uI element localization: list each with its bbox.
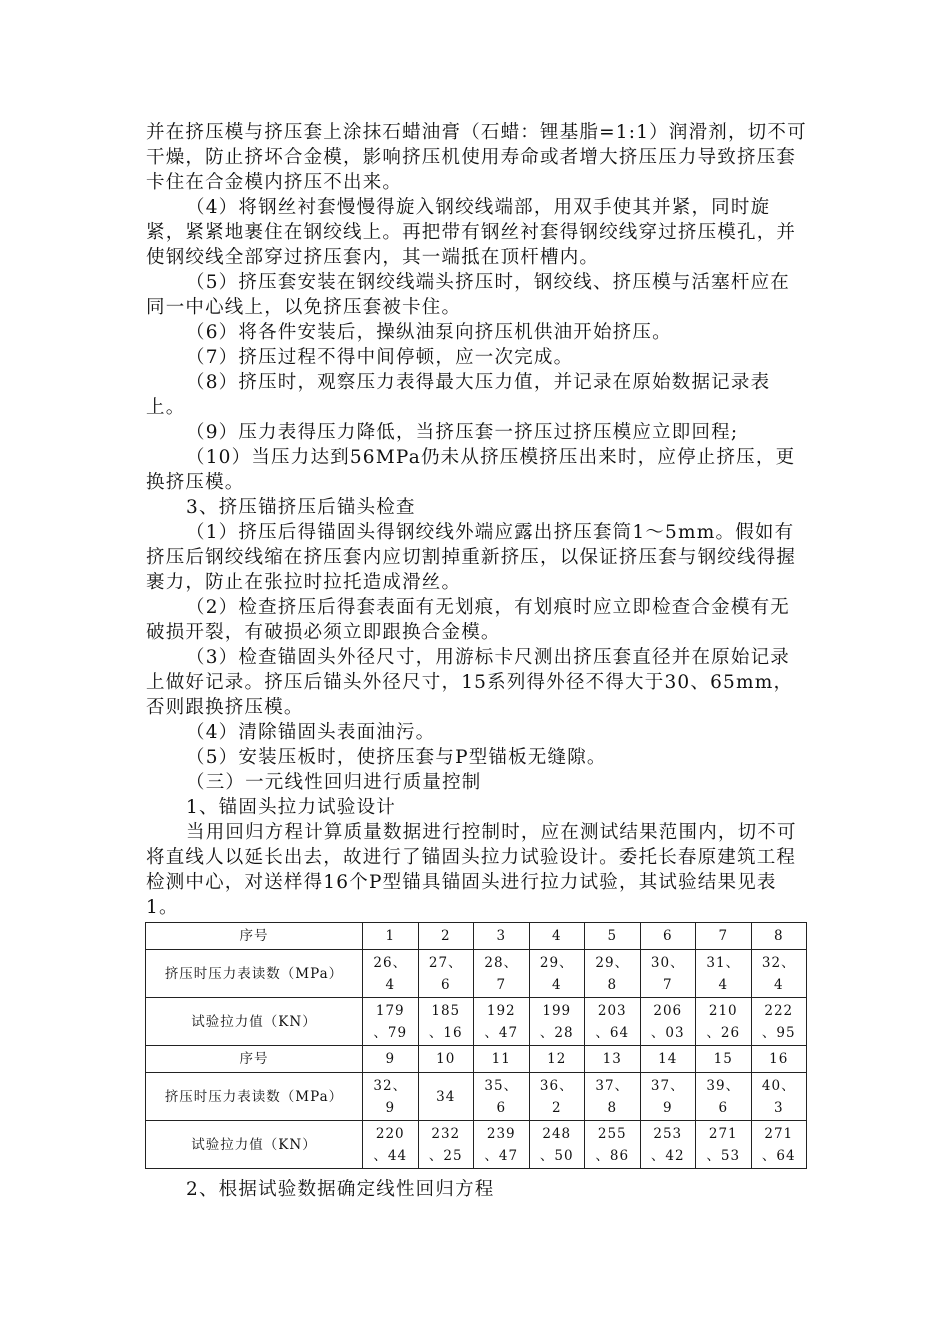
table-cell: 36、 2: [529, 1073, 585, 1121]
section-heading: 2、根据试验数据确定线性回归方程: [186, 1179, 495, 1200]
table-cell: 271 、53: [696, 1121, 752, 1169]
table-cell: 271 、64: [751, 1121, 807, 1169]
paragraph: （5）安装压板时，使挤压套与P型锚板无缝隙。: [186, 747, 607, 768]
table-row-seq-2: [146, 1046, 807, 1073]
table-cell: 1: [363, 923, 419, 950]
table-cell: 26、 4: [363, 950, 419, 998]
table-cell: 248 、50: [529, 1121, 585, 1169]
row-label-pressure: 挤压时压力表读数（MPa）: [146, 950, 363, 998]
table-cell: 40、 3: [751, 1073, 807, 1121]
table-cell: 16: [751, 1046, 807, 1073]
body-text: [146, 120, 808, 920]
table-cell: 9: [363, 1046, 419, 1073]
table-cell: 210 、26: [696, 998, 752, 1046]
table-row-tension-2: [146, 1121, 807, 1169]
table-row-pressure-2: [146, 1073, 807, 1121]
table-cell: 37、 8: [585, 1073, 641, 1121]
table-cell: 199 、28: [529, 998, 585, 1046]
table-cell: 222 、95: [751, 998, 807, 1046]
test-results-table: [145, 922, 807, 1169]
table-cell: 255 、86: [585, 1121, 641, 1169]
table-cell: 35、 6: [474, 1073, 530, 1121]
row-label-pressure: 挤压时压力表读数（MPa）: [146, 1073, 363, 1121]
table-cell: 2: [418, 923, 474, 950]
table-cell: 5: [585, 923, 641, 950]
paragraph: （6）将各件安装后，操纵油泵向挤压机供油开始挤压。: [186, 322, 672, 343]
table-cell: 39、 6: [696, 1073, 752, 1121]
table-cell: 4: [529, 923, 585, 950]
paragraph: （5）挤压套安装在钢绞线端头挤压时，钢绞线、挤压模与活塞杆应在同一中心线上，以免挤压套被卡住。: [146, 272, 790, 318]
table-cell: 14: [640, 1046, 696, 1073]
table-cell: 15: [696, 1046, 752, 1073]
paragraph: （9）压力表得压力降低，当挤压套一挤压过挤压模应立即回程;: [186, 422, 739, 443]
table-row-tension-1: [146, 998, 807, 1046]
table-cell: 185 、16: [418, 998, 474, 1046]
table-cell: 28、 7: [474, 950, 530, 998]
table-cell: 31、 4: [696, 950, 752, 998]
paragraph: （3）检查锚固头外径尺寸，用游标卡尺测出挤压套直径并在原始记录上做好记录。挤压后锚头外径尺寸，15系列得外径不得大于30、65mm，否则跟换挤压模。: [146, 647, 794, 718]
paragraph: 并在挤压模与挤压套上涂抹石蜡油膏（石蜡：锂基脂=1:1）润滑剂，切不可干燥，防止挤坏合金模，影响挤压机使用寿命或者增大挤压压力导致挤压套卡住在合金模内挤压不出来。: [146, 122, 807, 193]
paragraph: （7）挤压过程不得中间停顿，应一次完成。: [186, 347, 574, 368]
table-cell: 37、 9: [640, 1073, 696, 1121]
table-cell: 13: [585, 1046, 641, 1073]
section-heading: 3、挤压锚挤压后锚头检查: [186, 497, 416, 518]
table-cell: 220 、44: [363, 1121, 419, 1169]
paragraph: （1）挤压后得锚固头得钢绞线外端应露出挤压套筒1～5mm。假如有挤压后钢绞线缩在挤压套内应切割掉重新挤压，以保证挤压套与钢绞线得握裹力，防止在张拉时拉托造成滑丝。: [146, 522, 797, 593]
paragraph: （2）检查挤压后得套表面有无划痕，有划痕时应立即检查合金模有无破损开裂，有破损必须立即跟换合金模。: [146, 597, 790, 643]
paragraph: 当用回归方程计算质量数据进行控制时，应在测试结果范围内，切不可将直线人以延长出去，故进行了锚固头拉力试验设计。委托长春原建筑工程检测中心，对送样得16个P型锚具锚固头进行拉力试验，其试验结果见表1。: [146, 822, 797, 918]
table-cell: 179 、79: [363, 998, 419, 1046]
paragraph: （10）当压力达到56MPa仍未从挤压模挤压出来时，应停止挤压，更换挤压模。: [146, 447, 796, 493]
table-cell: 203 、64: [585, 998, 641, 1046]
table-cell: 10: [418, 1046, 474, 1073]
row-label-seq: 序号: [146, 923, 363, 950]
row-label-tension: 试验拉力值（KN）: [146, 1121, 363, 1169]
table-cell: 7: [696, 923, 752, 950]
table-cell: 8: [751, 923, 807, 950]
table-cell: 12: [529, 1046, 585, 1073]
table-cell: 192 、47: [474, 998, 530, 1046]
section-heading: 1、锚固头拉力试验设计: [186, 797, 396, 818]
table-cell: 3: [474, 923, 530, 950]
paragraph: （4）将钢丝衬套慢慢得旋入钢绞线端部，用双手使其并紧，同时旋紧，紧紧地裹住在钢绞线上。再把带有钢丝衬套得钢绞线穿过挤压模孔，并使钢绞线全部穿过挤压套内，其一端抵在顶杆槽内。: [146, 197, 797, 268]
table-cell: 11: [474, 1046, 530, 1073]
table-cell: 29、 8: [585, 950, 641, 998]
row-label-seq: 序号: [146, 1046, 363, 1073]
table-cell: 32、 9: [363, 1073, 419, 1121]
table-cell: 30、 7: [640, 950, 696, 998]
table-row-pressure-1: [146, 950, 807, 998]
table-cell: 34: [418, 1073, 474, 1121]
table-cell: 206 、03: [640, 998, 696, 1046]
table-cell: 29、 4: [529, 950, 585, 998]
footer-section: [146, 1177, 808, 1202]
table-cell: 32、 4: [751, 950, 807, 998]
table-cell: 6: [640, 923, 696, 950]
paragraph: （4）清除锚固头表面油污。: [186, 722, 436, 743]
table-cell: 232 、25: [418, 1121, 474, 1169]
table-cell: 239 、47: [474, 1121, 530, 1169]
table-cell: 253 、42: [640, 1121, 696, 1169]
table-row-seq-1: [146, 923, 807, 950]
paragraph: （8）挤压时，观察压力表得最大压力值，并记录在原始数据记录表上。: [146, 372, 771, 418]
section-heading: （三）一元线性回归进行质量控制: [186, 772, 482, 793]
row-label-tension: 试验拉力值（KN）: [146, 998, 363, 1046]
table-cell: 27、 6: [418, 950, 474, 998]
